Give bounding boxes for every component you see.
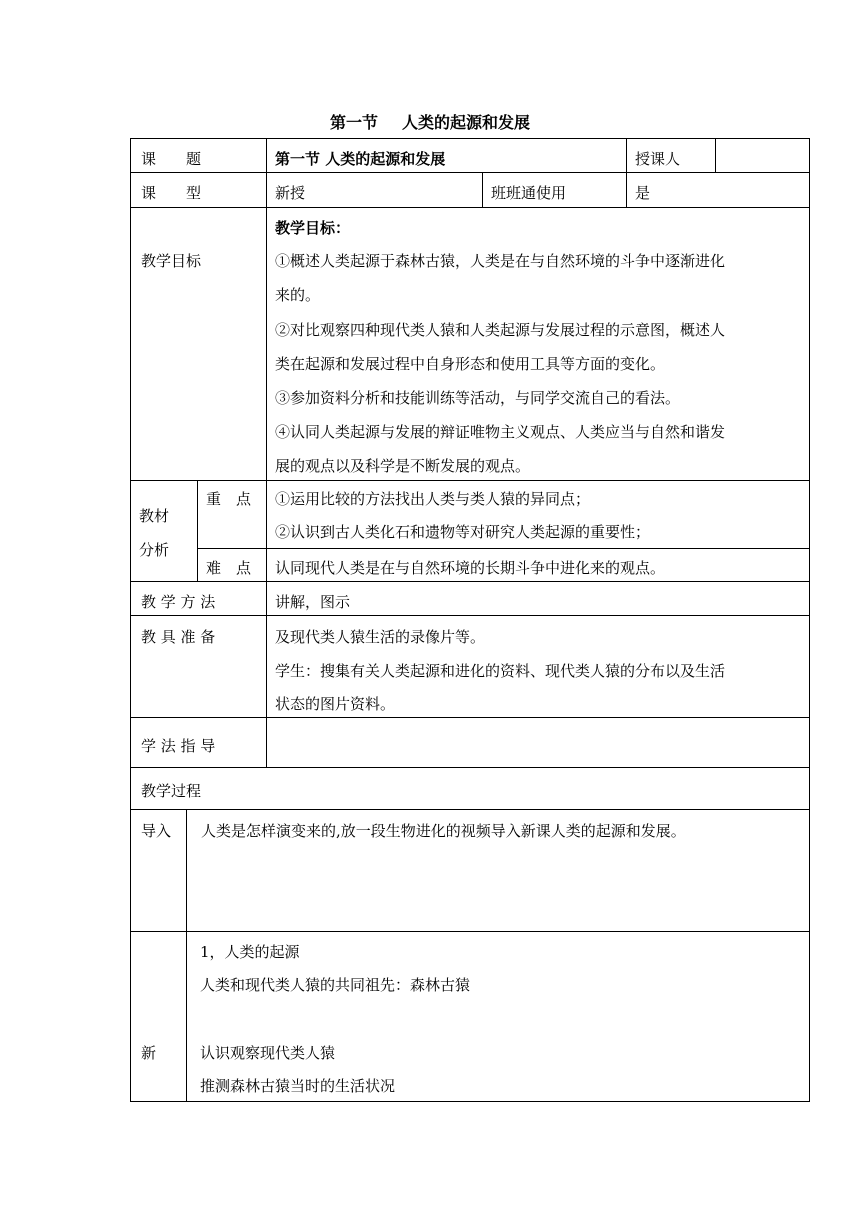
difficult-label-cell: 难 点 [197, 548, 267, 582]
newlesson-label-cell: 新 [130, 931, 187, 1102]
page-title: 第一节 人类的起源和发展 [329, 113, 531, 132]
objective-line: 展的观点以及科学是不断发展的观点。 [275, 457, 531, 475]
analysis-label-cell: 教材 分析 [130, 480, 198, 582]
tools-content-cell [266, 615, 810, 718]
type-label-cell: 课 型 [130, 172, 267, 208]
study-label-cell: 学 法 指 导 [130, 717, 267, 768]
study-value-cell [266, 717, 810, 768]
topic-value-cell: 第一节 人类的起源和发展 [266, 138, 627, 173]
newlesson-content-cell [186, 931, 810, 1102]
tools-line: 学生：搜集有关人类起源和进化的资料、现代类人猿的分布以及生活 [275, 662, 726, 680]
objective-line: ③参加资料分析和技能训练等活动，与同学交流自己的看法。 [275, 389, 681, 407]
key-point-line: ①运用比较的方法找出人类与类人猿的异同点； [275, 490, 591, 508]
intro-label-cell: 导入 [130, 809, 187, 932]
teacher-label-cell: 授课人 [626, 138, 716, 173]
newlesson-line: 1，人类的起源 [200, 943, 300, 961]
newlesson-line: 人类和现代类人猿的共同祖先：森林古猿 [200, 976, 471, 994]
topic-label-cell: 课 题 [130, 138, 267, 173]
key-content-cell [266, 480, 810, 549]
objective-line: ②对比观察四种现代类人猿和人类起源与发展过程的示意图，概述人 [275, 321, 726, 339]
objective-line: ④认同人类起源与发展的辩证唯物主义观点、人类应当与自然和谐发 [275, 423, 726, 441]
objective-line: 来的。 [275, 286, 321, 304]
method-label-cell: 教 学 方 法 [130, 581, 267, 616]
classroom-value-cell: 是 [626, 172, 810, 208]
objective-line: ①概述人类起源于森林古猿，人类是在与自然环境的斗争中逐渐进化 [275, 252, 726, 270]
key-point-line: ②认识到古人类化石和遗物等对研究人类起源的重要性； [275, 523, 651, 541]
process-header-cell: 教学过程 [130, 767, 810, 810]
method-value-cell: 讲解，图示 [266, 581, 810, 616]
type-value-cell: 新授 [266, 172, 483, 208]
tools-line: 状态的图片资料。 [275, 695, 396, 713]
tools-line: 及现代类人猿生活的录像片等。 [275, 628, 486, 646]
objectives-content-cell [266, 207, 810, 481]
difficult-content-cell: 认同现代人类是在与自然环境的长期斗争中进化来的观点。 [266, 548, 810, 582]
intro-content-cell: 人类是怎样演变来的,放一段生物进化的视频导入新课人类的起源和发展。 [186, 809, 810, 932]
objective-line: 类在起源和发展过程中自身形态和使用工具等方面的变化。 [275, 355, 666, 373]
key-label-cell: 重 点 [197, 480, 267, 549]
objectives-label-cell: 教学目标 [130, 207, 267, 481]
teacher-value-cell [715, 138, 810, 173]
tools-label-cell: 教 具 准 备 [130, 615, 267, 718]
newlesson-line: 推测森林古猿当时的生活状况 [200, 1077, 396, 1095]
classroom-label-cell: 班班通使用 [482, 172, 627, 208]
newlesson-line: 认识观察现代类人猿 [200, 1044, 336, 1062]
objectives-heading: 教学目标： [275, 219, 351, 237]
